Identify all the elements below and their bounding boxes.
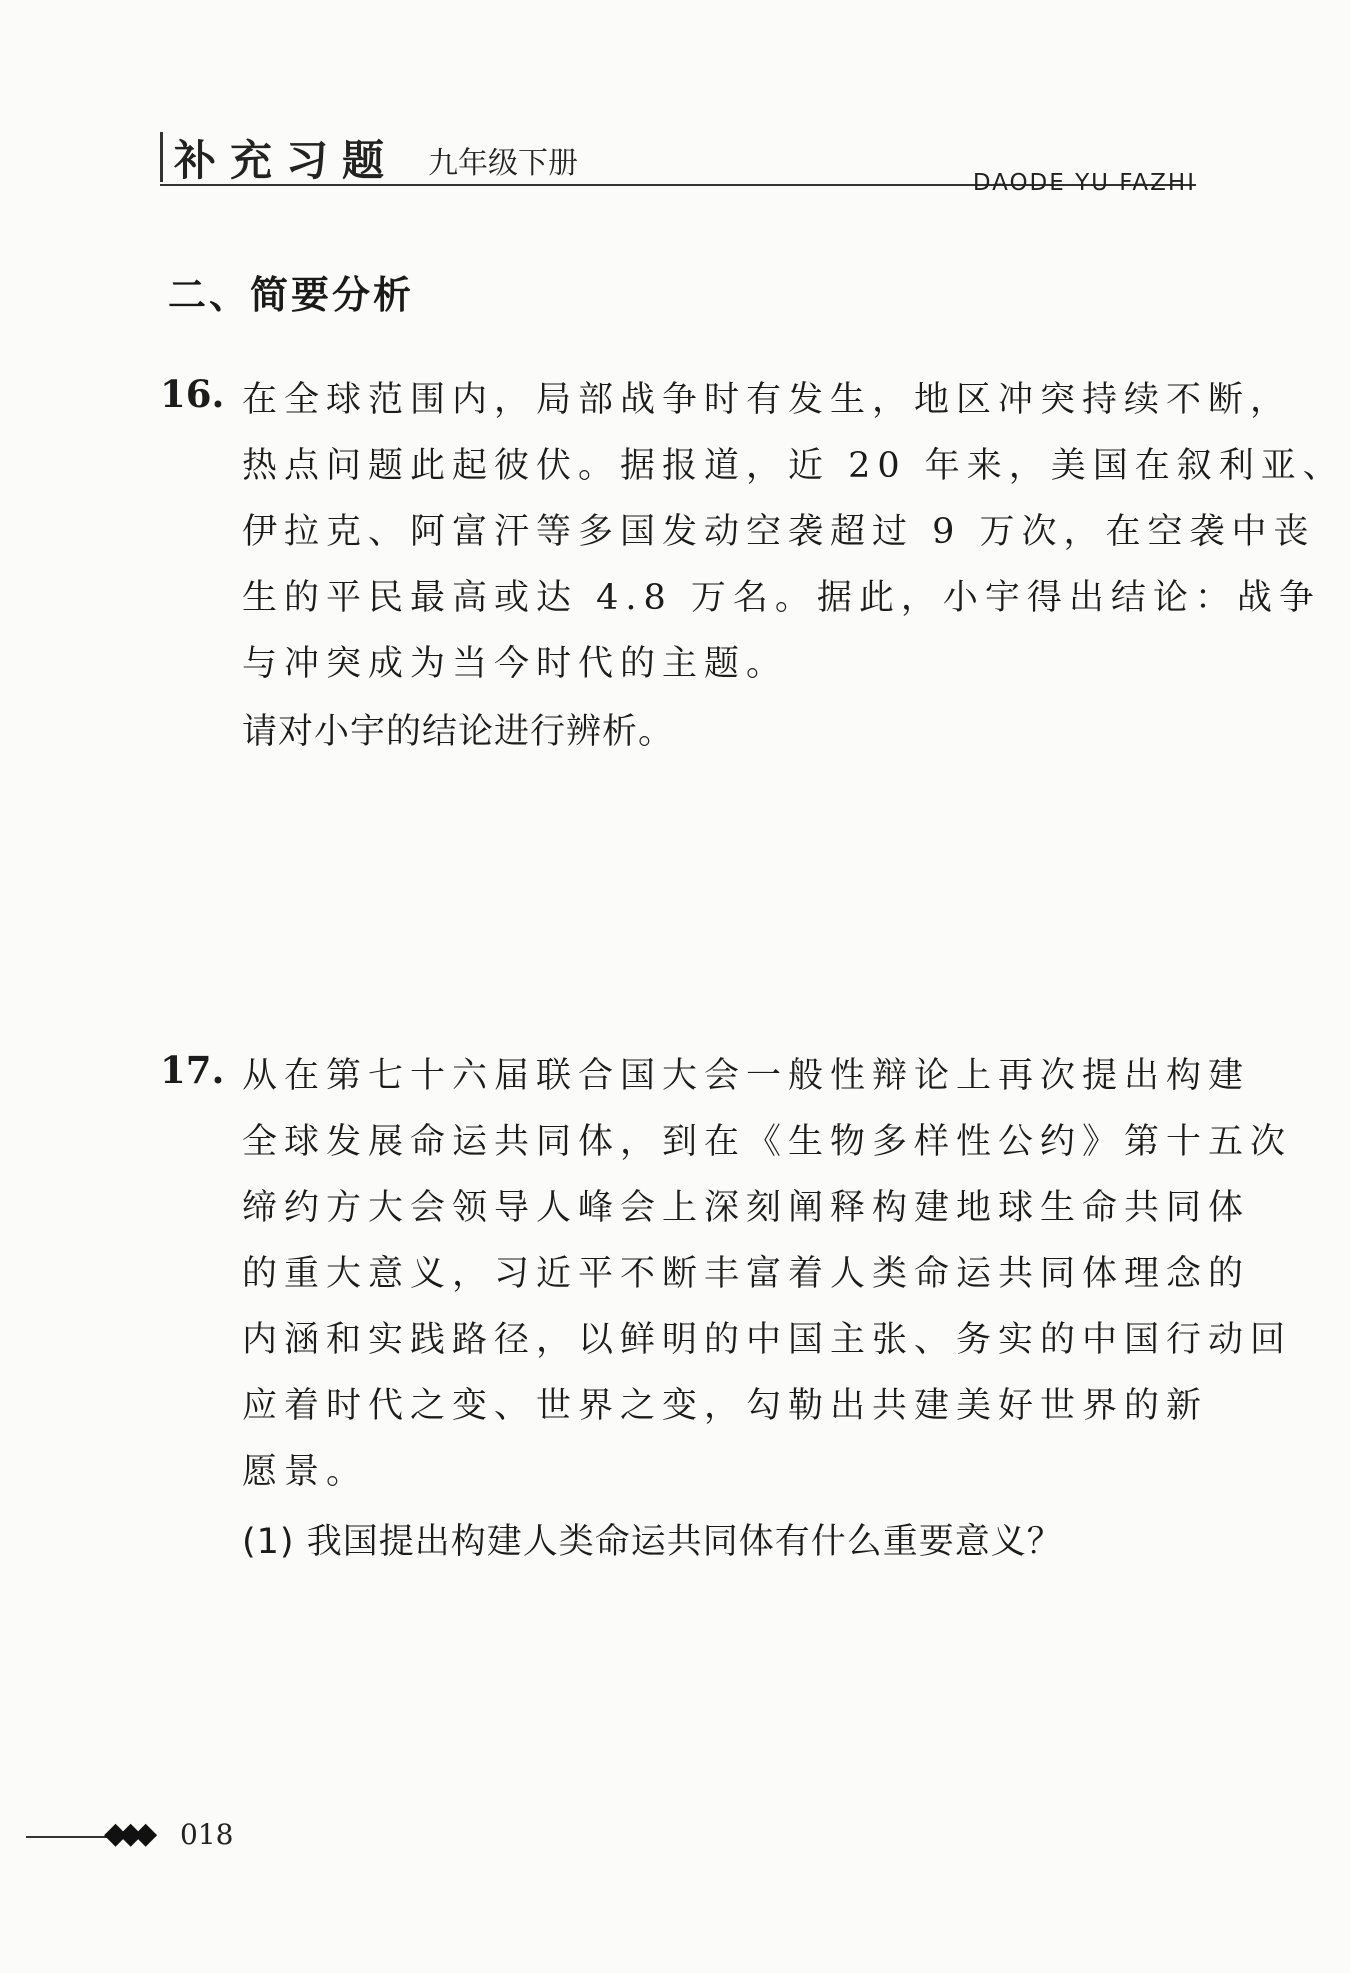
question-text-line: 伊拉克、阿富汗等多国发动空袭超过 9 万次，在空袭中丧 — [242, 512, 1316, 552]
footer-diamond-icon: ◆◆◆ — [104, 1816, 150, 1851]
question-text-line: 愿景。 — [242, 1452, 369, 1492]
question-prompt: 请对小宇的结论进行辨析。 — [242, 712, 675, 752]
question-text-line: 缔约方大会领导人峰会上深刻阐释构建地球生命共同体 — [242, 1188, 1251, 1228]
question-text-line: 热点问题此起彼伏。据报道，近 20 年来，美国在叙利亚、 — [242, 446, 1345, 486]
question-prompt: (1) 我国提出构建人类命运共同体有什么重要意义？ — [242, 1522, 1063, 1562]
grade-label: 九年级下册 — [428, 146, 578, 181]
page-header — [160, 120, 1196, 196]
subject-pinyin: DAODE YU FAZHI — [972, 170, 1196, 196]
question-text-line: 从在第七十六届联合国大会一般性辩论上再次提出构建 — [242, 1056, 1251, 1096]
question-text-line: 内涵和实践路径，以鲜明的中国主张、务实的中国行动回 — [242, 1320, 1293, 1360]
question-text-line: 与冲突成为当今时代的主题。 — [242, 644, 789, 684]
question-text-line: 全球发展命运共同体，到在《生物多样性公约》第十五次 — [242, 1122, 1293, 1162]
header-divider — [160, 132, 163, 182]
footer-rule — [26, 1836, 112, 1838]
book-title-logo: 补充习题 — [174, 136, 399, 185]
question-number: 17. — [160, 1048, 225, 1092]
question-text-line: 应着时代之变、世界之变，勾勒出共建美好世界的新 — [242, 1386, 1209, 1426]
section-heading: 二、简要分析 — [168, 273, 415, 317]
question-text-line: 生的平民最高或达 4.8 万名。据此，小宇得出结论：战争 — [242, 578, 1321, 618]
question-number: 16. — [160, 372, 225, 416]
question-text-line: 在全球范围内，局部战争时有发生，地区冲突持续不断， — [242, 380, 1293, 420]
question-text-line: 的重大意义，习近平不断丰富着人类命运共同体理念的 — [242, 1254, 1251, 1294]
page-number: 018 — [180, 1818, 234, 1851]
